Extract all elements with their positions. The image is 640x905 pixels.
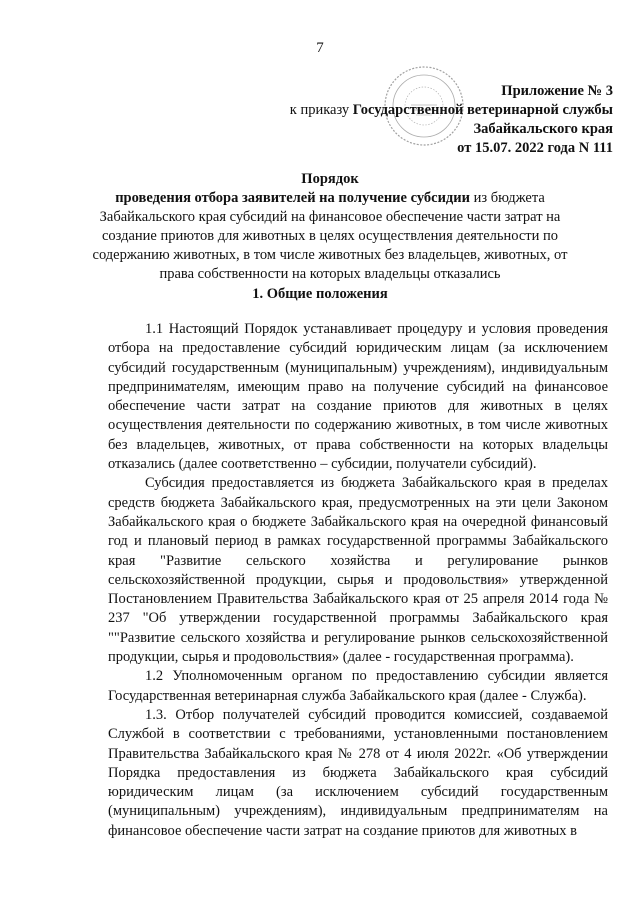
title-heading: Порядок <box>301 171 359 187</box>
appendix-region: Забайкальского края <box>473 121 613 137</box>
section-heading: 1. Общие положения <box>252 286 388 302</box>
title-subtitle-rest: из бюджета Забайкальского края субсидий на финансовое обеспечение части затрат на создание приютов для животных в целях осуществления деятельности по содержанию животных, в том числе животных без владельцев, животных, от права собственности на которых владельцы отказались <box>92 190 568 282</box>
appendix-date: от 15.07. 2022 года N 111 <box>457 140 613 156</box>
title-subtitle-bold: проведения отбора заявителей на получение субсидии <box>115 190 470 206</box>
paragraph-1-3: 1.3. Отбор получателей субсидий проводится комиссией, создаваемой Службой в соответствии с требованиями, установленными постановлением Правительства Забайкальского края № 278 от 4 июля 2022г. «Об утверждении Порядка предоставления из бюджета Забайкальского края субсидий юридическим лицам (за исключением субсидий государственным (муниципальным) учреждениям), индивидуальным предпринимателям на финансовое обеспечение части затрат на создание приютов для животных в <box>108 706 608 839</box>
paragraph-1-2: 1.2 Уполномоченным органом по предоставлению субсидии является Государственная ветеринарная служба Забайкальского края (далее - Служба). <box>108 668 608 704</box>
page-number: 7 <box>316 40 324 56</box>
title-subtitle <box>80 189 580 284</box>
appendix-order-line <box>290 101 613 120</box>
appendix-number: Приложение № 3 <box>501 83 613 99</box>
paragraph-subsidy: Субсидия предоставляется из бюджета Забайкальского края в пределах средств бюджета Забайкальского края, предусмотренных на эти цели Законом Забайкальского края о бюджете Забайкальского края на очередной финансовый год и плановый период в рамках государственной программы Забайкальского края "Развитие сельского хозяйства и регулирование рынков сельскохозяйственной продукции, сырья и продовольствия» утвержденной Постановлением Правительства Забайкальского края от 25 апреля 2014 года № 237 "Об утверждении государственной программы Забайкальского края ""Развитие сельского хозяйства и регулирование рынков сельскохозяйственной продукции, сырья и продовольствия» (далее - государственная программа). <box>108 475 608 666</box>
section-body <box>108 320 608 841</box>
appendix-order-prefix: к приказу <box>289 102 353 118</box>
paragraph-1-1: 1.1 Настоящий Порядок устанавливает процедуру и условия проведения отбора на предоставление субсидий юридическим лицам (за исключением субсидий государственным (муниципальным) учреждениям), индивидуальным предпринимателям, имеющим право на получение субсидий на финансовое обеспечение части затрат на создание приютов для животных в целях осуществления деятельности по содержанию животных, в том числе животных без владельцев, животных, от права собственности на которых владельцы отказались (далее соответственно – субсидии, получатели субсидий). <box>108 321 608 473</box>
appendix-issuer: Государственной ветеринарной службы <box>352 102 613 118</box>
document-title <box>80 170 580 284</box>
appendix-header <box>290 82 613 158</box>
